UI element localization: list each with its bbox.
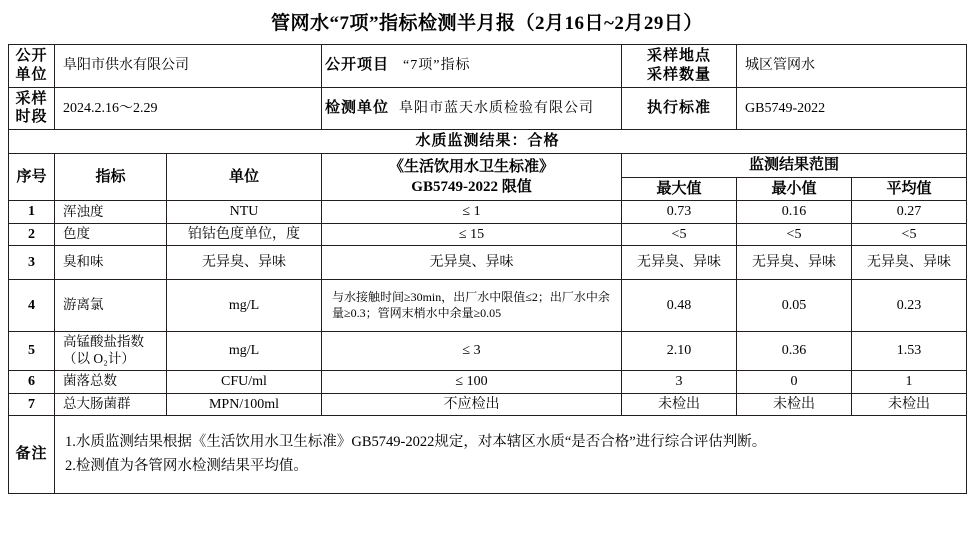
row-unit: MPN/100ml <box>167 393 322 416</box>
row-limit: ≤ 1 <box>322 201 622 224</box>
row-indicator: 色度 <box>55 223 167 246</box>
row-max: 2.10 <box>622 332 737 371</box>
standard-label: 执行标准 <box>622 87 737 130</box>
row-limit: ≤ 3 <box>322 332 622 371</box>
row-unit: 铂钴色度单位，度 <box>167 223 322 246</box>
table-row <box>9 280 967 332</box>
row-max: 0.73 <box>622 201 737 224</box>
info-row-2 <box>9 87 967 130</box>
row-avg: 1.53 <box>852 332 967 371</box>
row-avg: 无异臭、异味 <box>852 246 967 280</box>
row-index: 4 <box>9 280 55 332</box>
row-max: 3 <box>622 371 737 394</box>
standard-value: GB5749-2022 <box>737 87 967 130</box>
row-index: 1 <box>9 201 55 224</box>
period-value: 2024.2.16～2.29 <box>55 87 322 130</box>
header-limit <box>322 153 622 201</box>
notes-line-1: 1.水质监测结果根据《生活饮用水卫生标准》GB5749-2022规定，对本辖区水质“是否合格”进行综合评估判断。 <box>65 434 767 451</box>
table-row <box>9 223 967 246</box>
info-row-1 <box>9 45 967 88</box>
row-min: 0.05 <box>737 280 852 332</box>
table-row <box>9 371 967 394</box>
row-indicator: 总大肠菌群 <box>55 393 167 416</box>
row-index: 2 <box>9 223 55 246</box>
table-row <box>9 246 967 280</box>
row-max: 无异臭、异味 <box>622 246 737 280</box>
row-min: <5 <box>737 223 852 246</box>
page-title: 管网水“7项”指标检测半月报（2月16日~2月29日） <box>271 13 703 34</box>
header-avg: 平均值 <box>852 177 967 201</box>
header-min: 最小值 <box>737 177 852 201</box>
row-min: 未检出 <box>737 393 852 416</box>
header-range-group: 监测结果范围 <box>622 153 967 177</box>
row-limit: 不应检出 <box>322 393 622 416</box>
row-indicator: 高锰酸盐指数（以 O₂计） <box>55 332 167 371</box>
row-avg: 未检出 <box>852 393 967 416</box>
header-limit-line2: GB5749-2022 限值 <box>411 179 532 195</box>
row-index: 7 <box>9 393 55 416</box>
notes-label: 备注 <box>9 416 55 494</box>
row-avg: 0.23 <box>852 280 967 332</box>
row-limit: ≤ 15 <box>322 223 622 246</box>
row-avg: 0.27 <box>852 201 967 224</box>
project-label: 公开项目 <box>325 57 390 74</box>
table-row <box>9 332 967 371</box>
org-label-cell <box>322 87 622 130</box>
row-indicator: 菌落总数 <box>55 371 167 394</box>
unit-label: 公开单位 <box>9 45 55 88</box>
sampling-site-label <box>622 45 737 88</box>
row-unit: NTU <box>167 201 322 224</box>
table-row <box>9 201 967 224</box>
header-limit-line1: 《生活饮用水卫生标准》 <box>388 158 554 175</box>
row-min: 0.16 <box>737 201 852 224</box>
row-avg: <5 <box>852 223 967 246</box>
row-avg: 1 <box>852 371 967 394</box>
report-table <box>8 44 967 494</box>
org-label: 检测单位 <box>325 99 390 116</box>
row-index: 3 <box>9 246 55 280</box>
result-row <box>9 130 967 154</box>
row-min: 无异臭、异味 <box>737 246 852 280</box>
row-max: <5 <box>622 223 737 246</box>
notes-content <box>55 416 967 494</box>
row-unit: mg/L <box>167 332 322 371</box>
sampling-site-value: 城区管网水 <box>737 45 967 88</box>
period-label: 采样时段 <box>9 87 55 130</box>
row-indicator: 臭和味 <box>55 246 167 280</box>
row-indicator: 游离氯 <box>55 280 167 332</box>
header-indicator: 指标 <box>55 153 167 201</box>
row-index: 5 <box>9 332 55 371</box>
header-unit: 单位 <box>167 153 322 201</box>
table-row <box>9 393 967 416</box>
header-index: 序号 <box>9 153 55 201</box>
row-min: 0 <box>737 371 852 394</box>
row-unit: mg/L <box>167 280 322 332</box>
row-max: 未检出 <box>622 393 737 416</box>
notes-line-2: 2.检测值为各管网水检测结果平均值。 <box>65 457 308 474</box>
sampling-site-label-line1: 采样地点 <box>646 48 711 64</box>
row-unit: CFU/ml <box>167 371 322 394</box>
row-limit: ≤ 100 <box>322 371 622 394</box>
project-value: “7项”指标 <box>403 58 471 73</box>
row-limit: 与水接触时间≥30min，出厂水中限值≤2；出厂水中余量≥0.3；管网末梢水中余量≥0.05 <box>322 280 622 332</box>
unit-value: 阜阳市供水有限公司 <box>55 45 322 88</box>
project-label-cell <box>322 45 622 88</box>
water-quality-result: 水质监测结果：合格 <box>9 130 967 154</box>
sampling-site-label-line2: 采样数量 <box>646 66 711 83</box>
table-header-row-1 <box>9 153 967 177</box>
row-unit: 无异臭、异味 <box>167 246 322 280</box>
row-min: 0.36 <box>737 332 852 371</box>
row-limit: 无异臭、异味 <box>322 246 622 280</box>
row-indicator: 浑浊度 <box>55 201 167 224</box>
org-value: 阜阳市蓝天水质检验有限公司 <box>399 100 595 116</box>
notes-row <box>9 416 967 494</box>
row-max: 0.48 <box>622 280 737 332</box>
row-index: 6 <box>9 371 55 394</box>
header-max: 最大值 <box>622 177 737 201</box>
